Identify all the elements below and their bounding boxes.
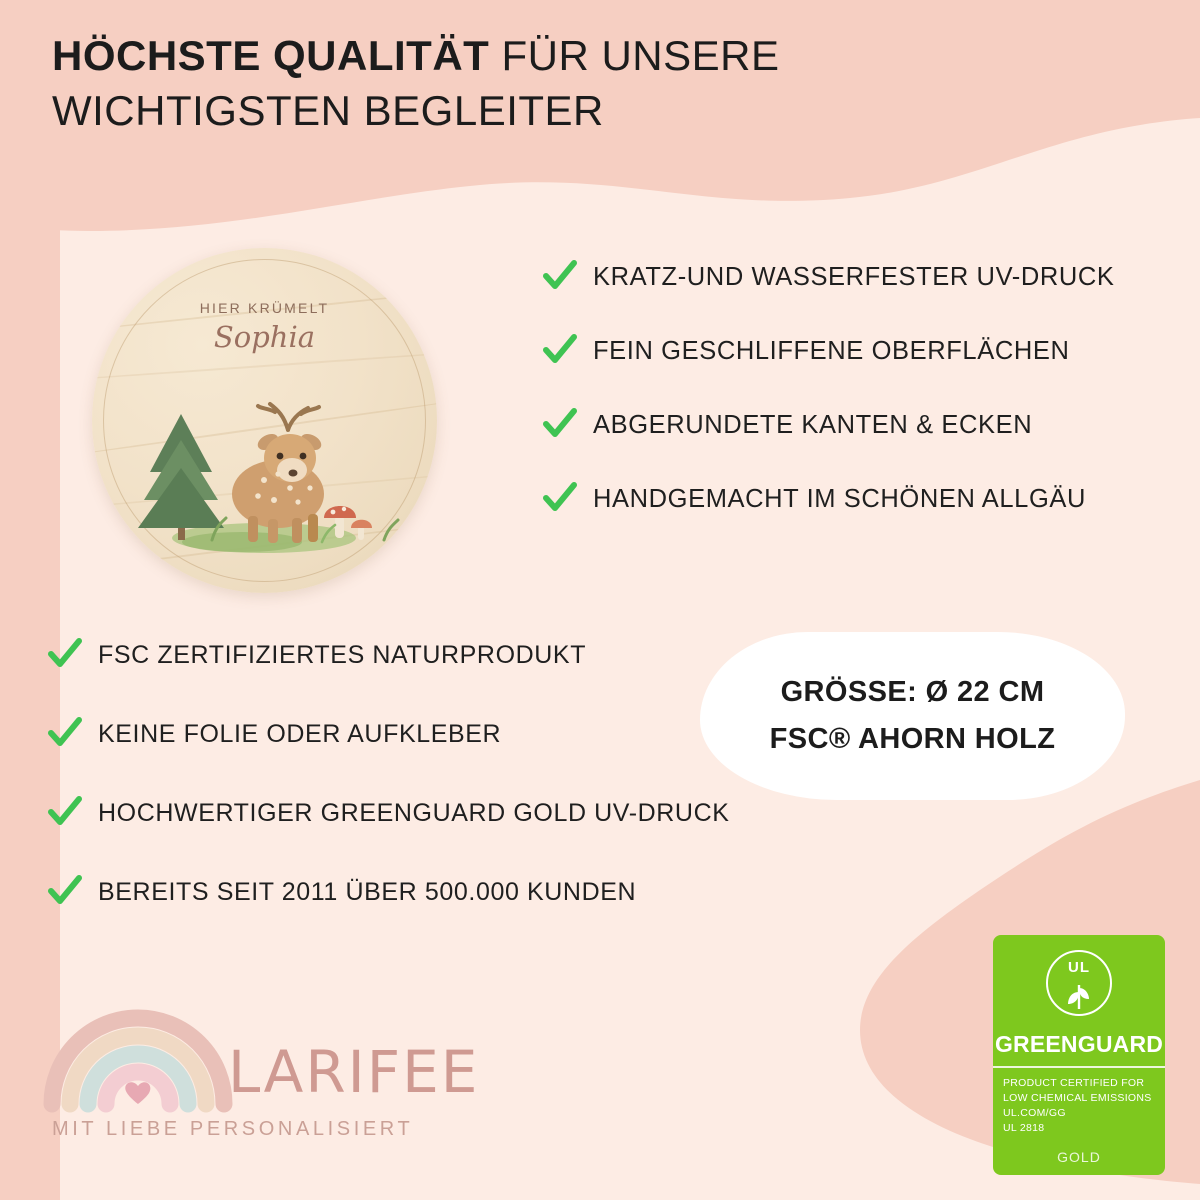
size-badge <box>700 632 1125 800</box>
check-icon <box>48 795 82 829</box>
feature-item <box>48 719 730 753</box>
page-title-rest: FÜR UNSERE WICHTIGSTEN BEGLEITER <box>52 32 780 135</box>
check-icon <box>48 874 82 908</box>
feature-item <box>48 877 730 911</box>
check-icon <box>48 716 82 750</box>
greenguard-fine-3: UL.COM/GG <box>1003 1106 1066 1119</box>
check-icon <box>543 481 577 515</box>
brand-wordmark: LARIFEE <box>228 1038 480 1106</box>
feature-label: FEIN GESCHLIFFENE OBERFLÄCHEN <box>593 337 1070 365</box>
fir-tree-icon <box>138 414 224 540</box>
brand-tagline: MIT LIEBE PERSONALISIERT <box>52 1118 414 1140</box>
greenguard-level: GOLD <box>1057 1149 1101 1165</box>
feature-label: ABGERUNDETE KANTEN & ECKEN <box>593 411 1033 439</box>
size-badge-line-1: GRÖSSE: Ø 22 CM <box>780 676 1045 708</box>
feature-item <box>543 410 1115 444</box>
check-icon <box>543 407 577 441</box>
divider <box>993 1066 1165 1068</box>
check-icon <box>543 259 577 293</box>
feature-item <box>48 798 730 832</box>
feature-list-right <box>543 262 1115 518</box>
feature-list-bottom <box>48 640 730 911</box>
size-badge-line-2: FSC® AHORN HOLZ <box>769 723 1056 755</box>
greenguard-fine-2: LOW CHEMICAL EMISSIONS <box>1003 1091 1152 1104</box>
ul-label: UL <box>1068 959 1090 976</box>
product-image <box>92 248 437 593</box>
page-title-bold: HÖCHSTE QUALITÄT <box>52 32 490 79</box>
ul-mark-icon <box>1046 950 1112 1016</box>
feature-item <box>543 484 1115 518</box>
page-title <box>52 28 1032 139</box>
disc-personalized-name: Sophia <box>213 320 316 354</box>
feature-label: HOCHWERTIGER GREENGUARD GOLD UV-DRUCK <box>98 799 730 827</box>
greenguard-fine-4: UL 2818 <box>1003 1122 1045 1135</box>
rainbow-icon <box>38 1000 238 1118</box>
feature-item <box>48 640 730 674</box>
fawn-scene-illustration <box>92 376 437 566</box>
feature-label: FSC ZERTIFIZIERTES NATURPRODUKT <box>98 641 587 669</box>
brand-logo <box>38 1000 478 1160</box>
greenguard-fine-print <box>993 1076 1165 1137</box>
check-icon <box>48 637 82 671</box>
greenguard-fine-1: PRODUCT CERTIFIED FOR <box>1003 1076 1145 1089</box>
feature-label: KEINE FOLIE ODER AUFKLEBER <box>98 720 502 748</box>
greenguard-badge <box>993 935 1165 1175</box>
disc-caption: HIER KRÜMELT <box>199 300 330 316</box>
fawn-icon <box>232 404 324 543</box>
leaf-icon <box>1066 982 1092 1015</box>
greenguard-name: GREENGUARD <box>994 1031 1164 1057</box>
feature-item <box>543 262 1115 296</box>
check-icon <box>543 333 577 367</box>
greenguard-logo <box>993 935 1165 1031</box>
feature-label: BEREITS SEIT 2011 ÜBER 500.000 KUNDEN <box>98 878 637 906</box>
feature-label: KRATZ-UND WASSERFESTER UV-DRUCK <box>593 263 1115 291</box>
feature-item <box>543 336 1115 370</box>
feature-label: HANDGEMACHT IM SCHÖNEN ALLGÄU <box>593 485 1087 513</box>
